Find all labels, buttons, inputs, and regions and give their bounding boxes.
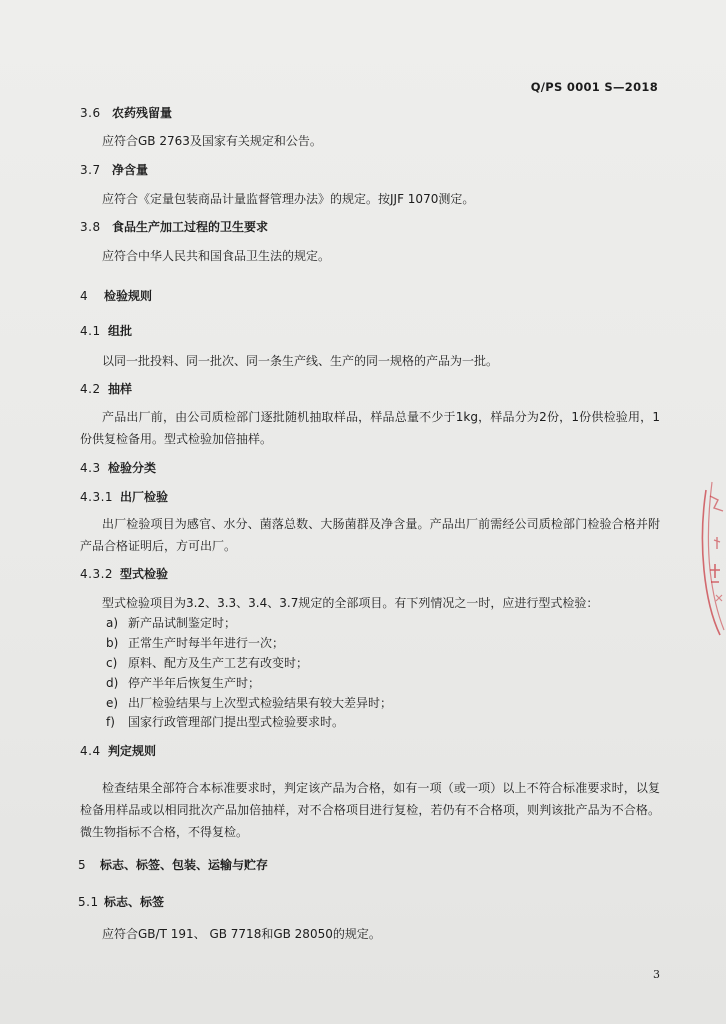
- section-number: 4.3.2: [80, 567, 114, 581]
- section-4-1-body: 以同一批投料、同一批次、同一条生产线、生产的同一规格的产品为一批。: [102, 354, 499, 368]
- section-3-7-heading: [80, 161, 148, 178]
- list-item: f) 国家行政管理部门提出型式检验要求时。: [106, 715, 345, 729]
- section-title: 组批: [108, 324, 133, 338]
- section-4-4-heading: [80, 742, 156, 759]
- section-4-4-body: 检查结果全部符合本标准要求时，判定该产品为合格，如有一项（或一项）以上不符合标准要求时，以复检备用样品或以相同批次产品加倍抽样，对不合格项目进行复检，若仍有不合格项，则判该批产品为不合格。微生物指标不合格，不得复检。: [80, 781, 660, 839]
- section-title: 食品生产加工过程的卫生要求: [112, 220, 269, 234]
- section-3-6-body: 应符合GB 2763及国家有关规定和公告。: [102, 134, 322, 148]
- section-number: 4.3.1: [80, 490, 114, 504]
- section-title: 净含量: [112, 163, 149, 177]
- section-3-8-heading: [80, 218, 268, 235]
- section-number: 3.6: [80, 106, 101, 120]
- section-number: 4: [80, 289, 89, 303]
- list-item: b) 正常生产时每半年进行一次；: [106, 636, 285, 650]
- seal-stamp: [696, 470, 726, 640]
- section-3-8-body: 应符合中华人民共和国食品卫生法的规定。: [102, 249, 331, 263]
- section-4-3-2-body: 型式检验项目为3.2、3.3、3.4、3.7规定的全部项目。有下列情况之一时，应进行型式检验：: [102, 596, 599, 610]
- section-title: 检验分类: [108, 461, 157, 475]
- section-title: 检验规则: [104, 289, 153, 303]
- section-number: 4.3: [80, 461, 101, 475]
- section-number: 4.4: [80, 744, 101, 758]
- section-title: 判定规则: [108, 744, 157, 758]
- section-number: 3.7: [80, 163, 101, 177]
- section-title: 出厂检验: [120, 490, 169, 504]
- list-item: e) 出厂检验结果与上次型式检验结果有较大差异时；: [106, 696, 393, 710]
- section-3-7-body: 应符合《定量包装商品计量监督管理办法》的规定。按JJF 1070测定。: [102, 192, 475, 206]
- section-number: 4.2: [80, 382, 101, 396]
- section-title: 农药残留量: [112, 106, 173, 120]
- list-item: c) 原料、配方及生产工艺有改变时；: [106, 656, 309, 670]
- section-3-6-heading: [80, 104, 172, 121]
- section-title: 标志、标签、包装、运输与贮存: [100, 858, 269, 872]
- section-number: 5.1: [78, 895, 99, 909]
- section-number: 4.1: [80, 324, 101, 338]
- section-title: 抽样: [108, 382, 133, 396]
- section-5-1-body: 应符合GB/T 191、 GB 7718和GB 28050的规定。: [102, 927, 381, 941]
- list-item: a) 新产品试制鉴定时；: [106, 616, 237, 630]
- section-title: 型式检验: [120, 567, 169, 581]
- page-number: 3: [653, 968, 660, 981]
- section-title: 标志、标签: [104, 895, 165, 909]
- section-4-3-1-heading: [80, 488, 168, 505]
- section-4-3-2-heading: [80, 565, 168, 582]
- standard-code: Q/PS 0001 S—2018: [530, 80, 658, 94]
- section-4-3-heading: [80, 459, 156, 476]
- section-4-3-1-body: 出厂检验项目为感官、水分、菌落总数、大肠菌群及净含量。产品出厂前需经公司质检部门检验合格并附产品合格证明后，方可出厂。: [80, 517, 660, 553]
- section-4-2-heading: [80, 380, 132, 397]
- list-item: d) 停产半年后恢复生产时；: [106, 676, 261, 690]
- section-5-1-heading: [78, 893, 164, 910]
- section-4-2-body: 产品出厂前，由公司质检部门逐批随机抽取样品，样品总量不少于1kg，样品分为2份，1份供检验用，1份供复检备用。型式检验加倍抽样。: [80, 410, 660, 446]
- section-4-heading: [80, 287, 152, 304]
- section-number: 5: [78, 858, 87, 872]
- section-number: 3.8: [80, 220, 101, 234]
- section-5-heading: [78, 856, 268, 873]
- section-4-1-heading: [80, 322, 132, 339]
